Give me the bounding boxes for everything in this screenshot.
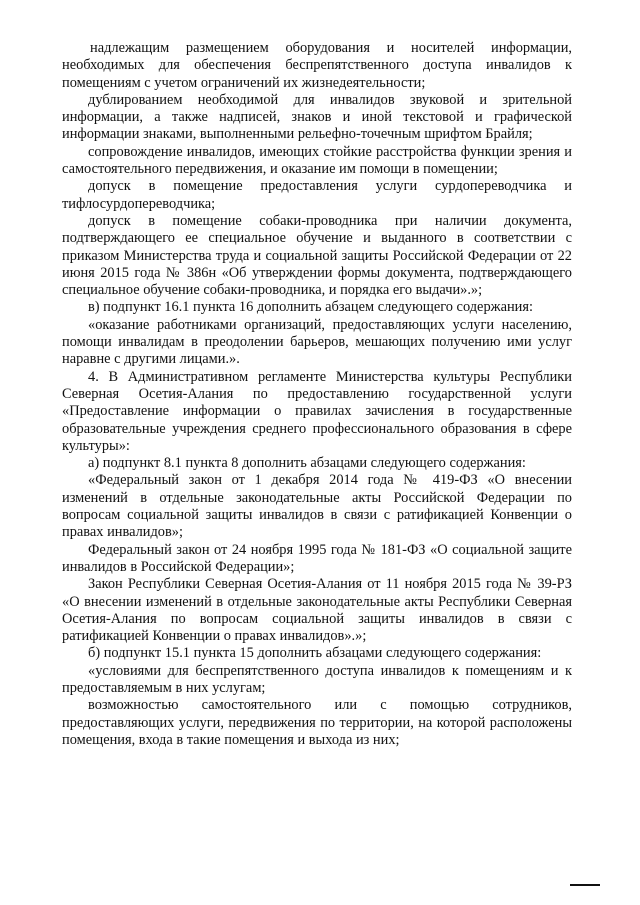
paragraph-12: Закон Республики Северная Осетия-Алания от 11 ноября 2015 года № 39-РЗ «О внесении изменений в отдельные законодательные акты Республики Северная Осетия-Алания по вопросам социальной защиты инвалидов в связи с ратификацией Конвенции о правах инвалидов».»; bbox=[62, 576, 572, 645]
paragraph-13: б) подпункт 15.1 пункта 15 дополнить абзацами следующего содержания: bbox=[88, 645, 542, 662]
paragraph-4: допуск в помещение предоставления услуги сурдопереводчика и тифлосурдопереводчика; bbox=[62, 178, 572, 212]
page-corner-mark bbox=[570, 884, 600, 886]
paragraph-2: дублированием необходимой для инвалидов звуковой и зрительной информации, а также надписей, знаков и иной текстовой и графической информации знаками, выполненными рельефно-точечным шрифтом Брайля; bbox=[62, 91, 572, 143]
paragraph-11: Федеральный закон от 24 ноября 1995 года № 181-ФЗ «О социальной защите инвалидов в Российской Федерации»; bbox=[62, 541, 572, 575]
paragraph-10: «Федеральный закон от 1 декабря 2014 года № 419-ФЗ «О внесении изменений в отдельные законодательные акты Российской Федерации по вопросам социальной защиты инвалидов в связи с ратификацией Конвенции о правах инвалидов»; bbox=[62, 472, 572, 541]
paragraph-6: в) подпункт 16.1 пункта 16 дополнить абзацем следующего содержания: bbox=[88, 299, 533, 316]
paragraph-14: «условиями для беспрепятственного доступа инвалидов к помещениям и к предоставляемым в них услугам; bbox=[62, 662, 572, 696]
paragraph-15: возможностью самостоятельного или с помощью сотрудников, предоставляющих услуги, передвижения по территории, на которой расположены помещения, входа в такие помещения и выхода из них; bbox=[62, 697, 572, 748]
paragraph-5: допуск в помещение собаки-проводника при наличии документа, подтверждающего ее специальное обучение и выданного в соответствии с приказом Министерства труда и социальной защиты Российской Федерации от 22 июня 2015 года № 386н «Об утверждении формы документа, подтверждающего специальное обучение собаки-проводника, и порядка его выдачи».»; bbox=[62, 212, 572, 299]
paragraph-9: а) подпункт 8.1 пункта 8 дополнить абзацами следующего содержания: bbox=[88, 455, 526, 472]
paragraph-1: надлежащим размещением оборудования и носителей информации, необходимых для обеспечения беспрепятственного доступа инвалидов к помещениям с учетом ограничений их жизнедеятельности; bbox=[62, 40, 572, 91]
paragraph-8: 4. В Административном регламенте Министерства культуры Республики Северная Осетия-Алания по предоставлению государственной услуги «Предоставление информации о правилах зачисления в государственные образовательные учреждения среднего профессионального образования в сфере культуры»: bbox=[62, 368, 572, 454]
paragraph-7: «оказание работниками организаций, предоставляющих услуги населению, помощи инвалидам в преодолении барьеров, мешающих получению ими услуг наравне с другими лицами.». bbox=[62, 316, 572, 368]
paragraph-3: сопровождение инвалидов, имеющих стойкие расстройства функции зрения и самостоятельного передвижения, и оказание им помощи в помещении; bbox=[62, 143, 572, 178]
document-body bbox=[62, 40, 572, 749]
